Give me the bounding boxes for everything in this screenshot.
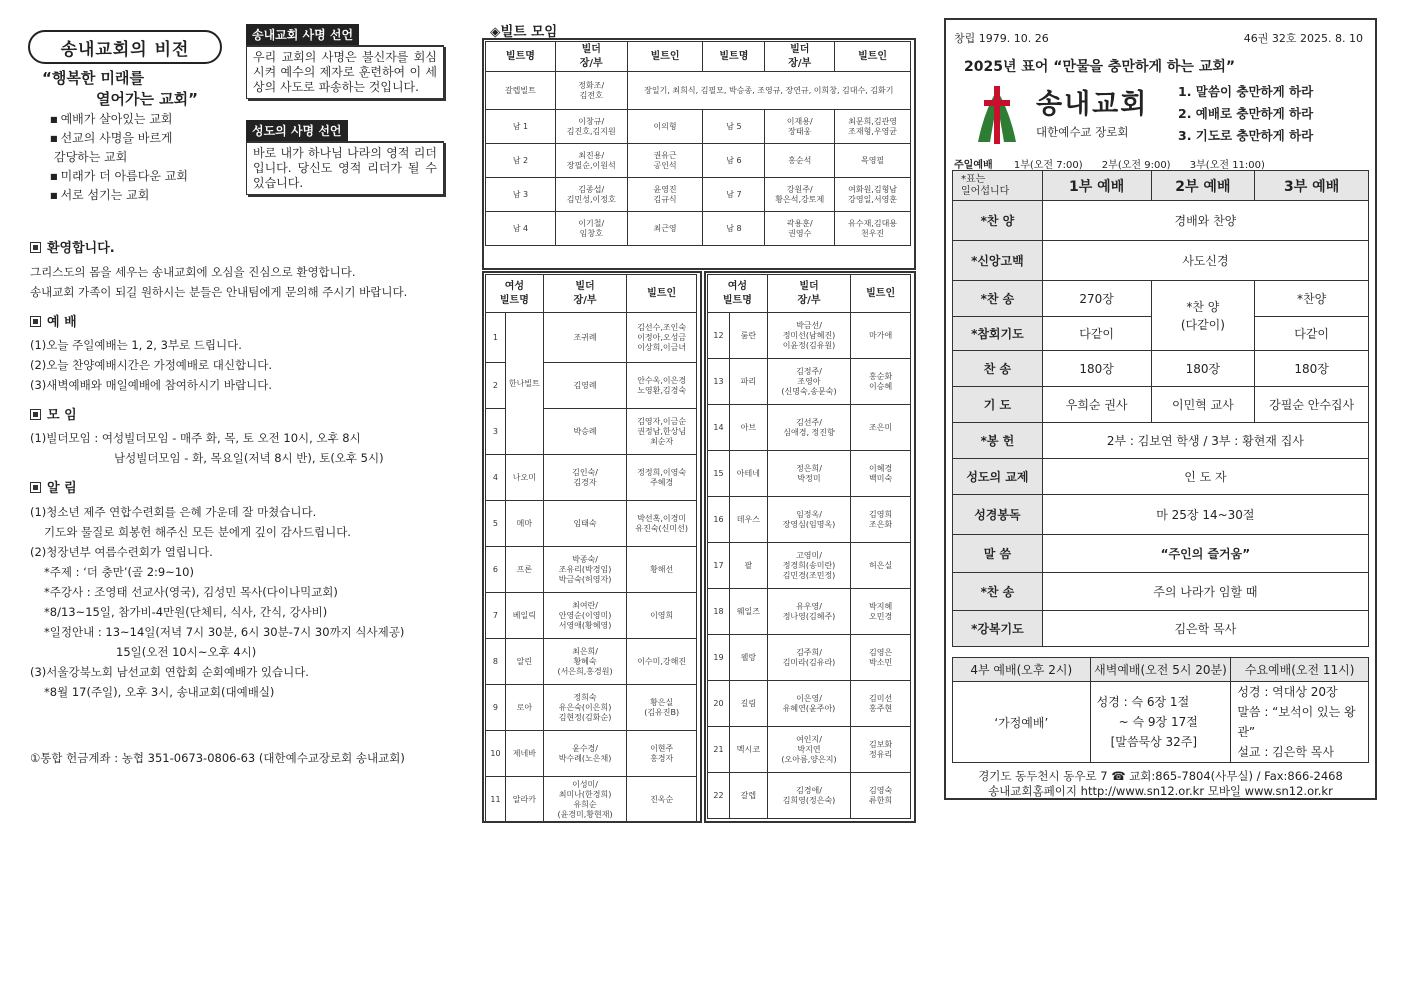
table-row: 12 룸란 박금선/ 정미선(남혜진) 이윤정(김유원) 마가애 [708, 313, 911, 359]
vision-list [50, 110, 188, 205]
women-built-table-right: 여성 빌트명 빌더 장/부 빌트인 12 룸란 박금선/ 정미선(남혜진) 이윤정(김유원) 마가애 13 파리 김정주/ 조영아 (신명숙,송문숙) 홍순화 이승혜 14 아브 김선주/ 심애경, 정진향 조은미 15 아테네 정은희/ 박정미 이혜경 백미숙 16 데우스 임정옥/ 장영심(임명옥) 김영희 조은화 17 팔 고영미/ 정경희(송미란) 김민경(조민정) 허은실 18 웨일즈 유우영/ 정나영(김혜주) 박지혜 오민경 19 웰랑 김주희/ 김미라(김유라) 김영은 박소민 20 길림 이은영/ 유혜연(윤주아) 김미선 홍주현 21 멕시코 여인지/ 박지연 (오아름,양은지) 김보화 정유리 22 갈렙 김경애/ 김희영(정은숙) 김영숙 류한희 [707, 274, 911, 819]
year-motto: 2025년 표어 “만물을 충만하게 하는 교회” [964, 59, 1236, 75]
church-name: 송내교회 [1036, 89, 1149, 120]
weekday-services-table: 4부 예배(오후 2시) 새벽예배(오전 5시 20분) 수요예배(오전 11시) ‘가정예배’ 성경 : 슥 6장 1절 ~ 슥 9장 17절 [말씀묵상 32주] 성경 : 역대상 20장 말씀 : “보석이 있는 왕관” 설교 : 김은학 목사 [952, 657, 1369, 763]
table-row: 22 갈렙 김경애/ 김희영(정은숙) 김영숙 류한희 [708, 773, 911, 819]
denomination: 대한예수교 장로회 [1036, 125, 1129, 139]
square-bullet-icon [30, 482, 41, 493]
vision-item: ■ 미래가 더 아름다운 교회 [50, 167, 188, 186]
built-meeting-title: ◈빌트 모임 [490, 24, 558, 40]
welcome-title: 환영합니다. [30, 237, 115, 256]
vision-item: ■ 서로 섬기는 교회 [50, 186, 188, 205]
table-row: 9 로아 정희숙 유은숙(이은희) 김현정(김화순) 황은실 (김유진B) [486, 685, 697, 731]
issue-date: 46권 32호 2025. 8. 10 [1243, 32, 1363, 45]
service-times: 주일예배 1부(오전 7:00) 2부(오전 9:00) 3부(오전 11:00) [954, 160, 1265, 171]
goal-item: 1. 말씀이 충만하게 하라 [1178, 84, 1314, 99]
church-homepage[interactable]: 송내교회홈페이지 http://www.sn12.or.kr 모바일 www.sn12.or.kr [988, 784, 1333, 798]
square-bullet-icon [30, 409, 41, 420]
women-built-table-left: 여성 빌트명 빌더 장/부 빌트인 1 한나빌트 조귀례 김선수,조인숙 이정아,오성금 이상희,이금녀 2 김영례 안수옥,이은경 노영환,김경숙 3 박승례 김영자,이금순 권정남,한상님 최순자 4 나오미 김인숙/ 김경자 정정희,이영숙 주혜경 5 메마 임태숙 박선혹,이경미 유진숙(신미선) 6 프론 박종숙/ 조유리(박경임) 박금숙(허영자) 황해선 7 베일릭 최여란/ 안영순(이영미) 서영애(황혜영) 이영희 8 알린 최은희/ 황혜숙 (서은희,홍경원) 이수미,강해진 9 로아 정희숙 유은숙(이은희) 김현정(김화순) 황은실 (김유진B) 10 제네바 윤수경/ 박수례(노은채) 이현주 홍경자 11 알라카 이성미/ 최미나(한경희) 유희순 (윤경미,황현재) 진옥순 [485, 274, 697, 823]
header-cell: 빌트명 [703, 42, 765, 72]
table-row: 14 아브 김선주/ 심애경, 정진향 조은미 [708, 405, 911, 451]
men-built-table [485, 41, 911, 246]
table-row: 1 한나빌트 조귀례 김선수,조인숙 이정아,오성금 이상희,이금녀 [486, 313, 697, 363]
header-cell: 빌더 장/부 [765, 42, 835, 72]
women-built-frame-right [704, 271, 916, 823]
vision-item: ■ 예배가 살아있는 교회 [50, 110, 188, 129]
square-bullet-icon [30, 316, 41, 327]
worship-order-table: *표는 일어섭니다 1부 예배 2부 예배 3부 예배 *찬 양 경배와 찬양 *신앙고백 사도신경 *찬 송 270장 *찬 양 (다같이) *찬양 *참회기도 다같이 다같이 찬 송 180장 180장 180장 기 도 우희순 권사 이민혁 교사 강필순 안수집사 *봉 헌 2부 : 김보연 학생 / 3부 : 황현재 집사 성도의 교제 인 도 자 성경봉독 마 25장 14~30절 말 씀 “주인의 즐거움” *찬 송 주의 나라가 임할 때 *강복기도 김은학 목사 [952, 170, 1369, 647]
church-mission-text: 우리 교회의 사명은 불신자를 회심시켜 예수의 제자로 훈련하여 이 세상의 사도로 파송하는 것입니다. [246, 45, 444, 99]
member-mission-box [246, 120, 444, 195]
table-row: 8 알린 최은희/ 황혜숙 (서은희,홍경원) 이수미,강해진 [486, 639, 697, 685]
table-row: 19 웰랑 김주희/ 김미라(김유라) 김영은 박소민 [708, 635, 911, 681]
table-row: 남 4 이기철/ 임창호 최근영 남 8 곽용훈/ 권영수 유수재,김대용 천우진 [486, 212, 911, 246]
slogan-line-2: 열어가는 교회” [96, 90, 199, 108]
church-goals [1178, 81, 1313, 147]
table-row: 남 1 이창규/ 김진호,김지원 이의형 남 5 이재용/ 장태웅 최문희,김관영 조재형,우영균 [486, 110, 911, 144]
women-built-frame-left [482, 271, 702, 823]
header-cell: 빌트인 [835, 42, 911, 72]
church-mission-box [246, 24, 444, 99]
vision-item-cont: 감당하는 교회 [54, 150, 128, 164]
square-bullet-icon [30, 242, 41, 253]
table-row: 15 아테네 정은희/ 박정미 이혜경 백미숙 [708, 451, 911, 497]
notice-text: (1)청소년 제주 연합수련회를 은혜 가운데 잘 마쳤습니다. 기도와 물질로 희봉헌 해주신 모든 분에게 깊이 감사드립니다. (2)청장년부 여름수련회가 열립니다. *주제 : ‘더 충만’(골 2:9~10) *주강사 : 조영태 선교사(영국), 김성민 목사(다이나믹교회) *8/13~15일, 참가비-4만원(단체티, 식사, 간식, 강사비) *일정안내 : 13~14일(저녁 7시 30분, 6시 30분-7시 30까지 식사제공) 15일(오전 10시~오후 4시) (3)서울강북노회 남선교회 연합회 순회예배가 있습니다. *8월 17(주일), 오후 3시, 송내교회(대예배실) [30, 505, 405, 699]
notice-title: 알 림 [30, 477, 77, 496]
table-row: 21 멕시코 여인지/ 박지연 (오아름,양은지) 김보화 정유리 [708, 727, 911, 773]
welcome-text: 그리스도의 몸을 세우는 송내교회에 오심을 진심으로 환영합니다. 송내교회 가족이 되길 원하시는 분들은 안내팀에게 문의해 주시기 바랍니다. [30, 265, 408, 299]
vision-slogan [42, 68, 198, 110]
table-row: 4 나오미 김인숙/ 김경자 정정희,이영숙 주혜경 [486, 455, 697, 501]
founded-date: 창립 1979. 10. 26 [954, 32, 1049, 45]
table-row: 17 팔 고영미/ 정경희(송미란) 김민경(조민정) 허은실 [708, 543, 911, 589]
table-row: 7 베일릭 최여란/ 안영순(이영미) 서영애(황혜영) 이영희 [486, 593, 697, 639]
worship-text: (1)오늘 주일예배는 1, 2, 3부로 드립니다. (2)오늘 찬양예배시간은 가정예배로 대신합니다. (3)새벽예배와 매일예배에 참여하시기 바랍니다. [30, 338, 272, 392]
bulletin-cover [944, 18, 1377, 800]
vision-item: ■ 선교의 사명을 바르게 [50, 129, 188, 148]
church-mission-title: 송내교회 사명 선언 [246, 24, 359, 45]
table-row: 6 프론 박종숙/ 조유리(박경임) 박금숙(허영자) 황해선 [486, 547, 697, 593]
slogan-line-1: “행복한 미래를 [42, 69, 145, 87]
header-cell: 빌트인 [627, 42, 703, 72]
men-built-frame [482, 38, 916, 270]
table-row: 갈렙빌트 정화조/ 김전호 장일기, 최희식, 김필모, 박승종, 조영규, 장연규, 이희창, 김대수, 김화기 [486, 72, 911, 110]
church-address: 경기도 동두천시 동우로 7 ☎ 교회:865-7804(사무실) / Fax:866-2468 [978, 769, 1343, 783]
table-row: 남 3 김종섭/ 김민성,이정호 윤영진 김규식 남 7 강원주/ 황은석,강토제 여화원,김형남 강영일,서영훈 [486, 178, 911, 212]
table-row: 2 김영례 안수옥,이은경 노영환,김경숙 [486, 363, 697, 409]
header-cell: 빌더 장/부 [555, 42, 627, 72]
header-cell: 빌트명 [486, 42, 556, 72]
offering-account: ①통합 헌금계좌 : 농협 351-0673-0806-63 (대한예수교장로회 송내교회) [30, 751, 405, 765]
vision-title: 송내교회의 비전 [28, 30, 222, 64]
goal-item: 2. 예배로 충만하게 하라 [1178, 106, 1314, 121]
table-row: 16 데우스 임정옥/ 장영심(임명옥) 김영희 조은화 [708, 497, 911, 543]
table-row: 13 파리 김정주/ 조영아 (신명숙,송문숙) 홍순화 이승혜 [708, 359, 911, 405]
table-row: 5 메마 임태숙 박선혹,이경미 유진숙(신미선) [486, 501, 697, 547]
table-row: 3 박승례 김영자,이금순 권정남,한상님 최순자 [486, 409, 697, 455]
table-row: 10 제네바 윤수경/ 박수례(노은채) 이현주 홍경자 [486, 731, 697, 777]
table-row: 남 2 최진용/ 장필순,이원석 권유근 공인석 남 6 홍순석 목영필 [486, 144, 911, 178]
table-row: 18 웨일즈 유우영/ 정나영(김혜주) 박지혜 오민경 [708, 589, 911, 635]
meeting-text: (1)빌더모임 : 여성빌더모임 - 매주 화, 목, 토 오전 10시, 오후 8시 남성빌더모임 - 화, 목요일(저녁 8시 반), 토(오후 5시) [30, 431, 384, 465]
worship-title: 예 배 [30, 311, 77, 330]
table-row: 20 길림 이은영/ 유혜연(윤주아) 김미선 홍주현 [708, 681, 911, 727]
table-row: 11 알라카 이성미/ 최미나(한경희) 유희순 (윤경미,황현재) 진옥순 [486, 777, 697, 823]
goal-item: 3. 기도로 충만하게 하라 [1178, 128, 1314, 143]
member-mission-title: 성도의 사명 선언 [246, 120, 348, 141]
meeting-title: 모 임 [30, 404, 77, 423]
member-mission-text: 바로 내가 하나님 나라의 영적 리더입니다. 당신도 영적 리더가 될 수 있습니다. [246, 141, 444, 195]
church-logo-icon [968, 82, 1026, 148]
